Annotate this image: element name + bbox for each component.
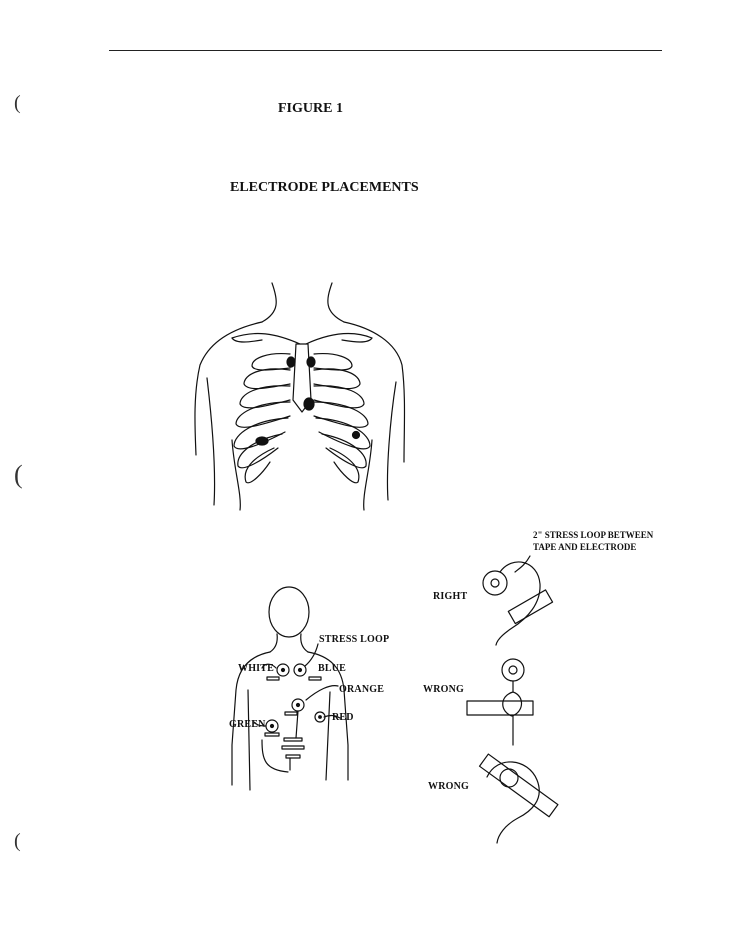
- stress-loop-note: [533, 529, 653, 553]
- label-green: GREEN: [229, 719, 266, 730]
- punch-hole-mark: (: [14, 92, 21, 114]
- lead-placement-figure: [232, 587, 348, 790]
- label-blue: BLUE: [318, 663, 347, 674]
- punch-hole-mark: (: [14, 460, 23, 489]
- label-orange: ORANGE: [339, 684, 385, 695]
- label-white: WHITE: [238, 663, 275, 674]
- label-wrong-1: WRONG: [423, 684, 464, 695]
- loop-example-wrong-1: [467, 659, 533, 745]
- loop-example-wrong-2: [480, 754, 558, 843]
- punch-hole-mark: (: [14, 830, 21, 852]
- label-stress-loop: STRESS LOOP: [319, 634, 390, 645]
- label-red: RED: [332, 712, 354, 723]
- loop-example-right: [483, 556, 553, 645]
- rib-cage-illustration: [195, 283, 405, 510]
- stress-loop-note-line1: 2" STRESS LOOP BETWEEN: [533, 530, 654, 540]
- label-wrong-2: WRONG: [428, 781, 469, 792]
- figure-title: FIGURE 1: [278, 101, 343, 116]
- label-right: RIGHT: [433, 591, 468, 602]
- figure-subtitle: ELECTRODE PLACEMENTS: [230, 180, 419, 195]
- stress-loop-note-line2: TAPE AND ELECTRODE: [533, 542, 637, 552]
